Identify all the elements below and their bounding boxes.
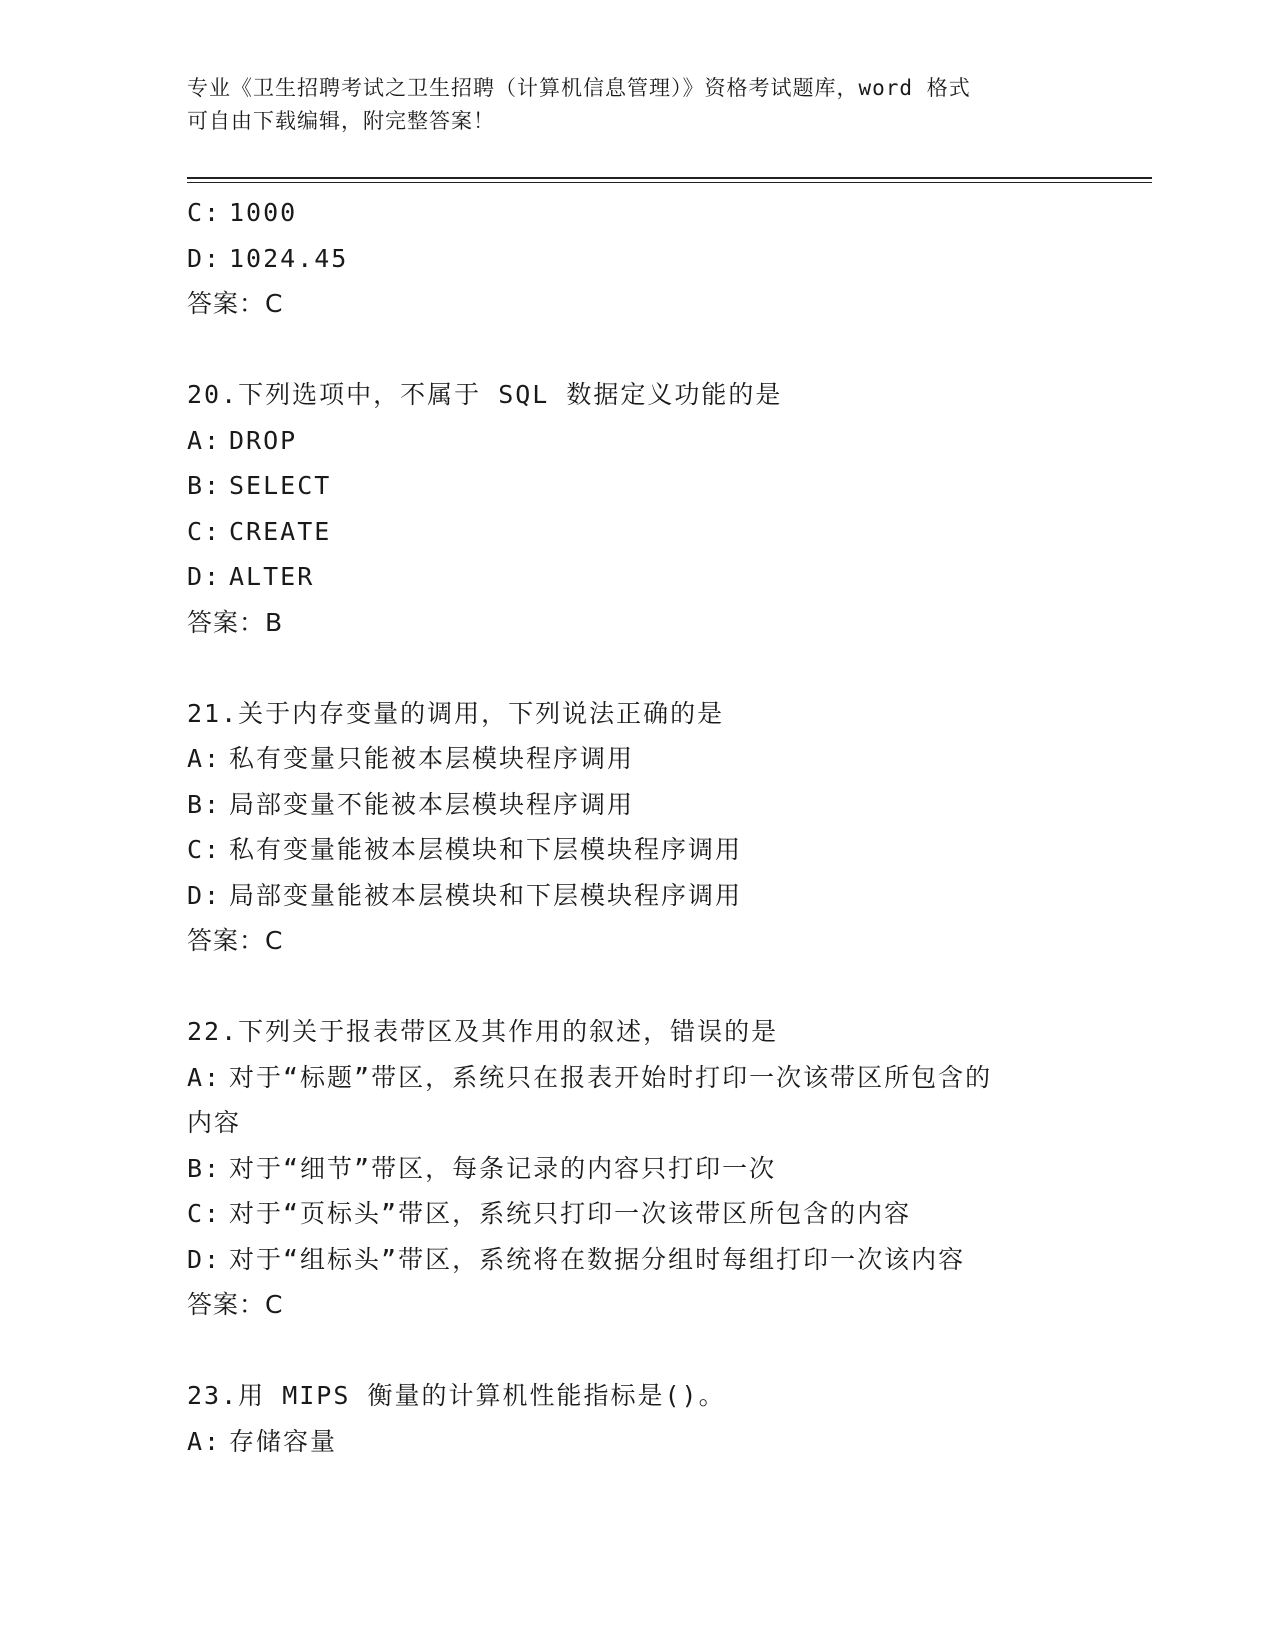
answer-text: 答案：C: [187, 289, 284, 318]
option-label: A:: [187, 1062, 222, 1092]
option-b: [187, 1146, 1087, 1192]
question-block: [187, 1009, 1087, 1328]
header-divider-thin: [187, 182, 1152, 183]
question-text: 23.用 MIPS 衡量的计算机性能指标是()。: [187, 1381, 726, 1410]
option-a: [187, 418, 1087, 464]
option-label: D:: [187, 243, 222, 273]
option-label: B:: [187, 789, 222, 819]
header-divider-thick: [187, 177, 1152, 179]
question-block: [187, 372, 1087, 645]
option-text: 局部变量能被本层模块和下层模块程序调用: [229, 880, 743, 910]
option-label: D:: [187, 1244, 222, 1274]
option-text: 存储容量: [229, 1426, 338, 1456]
option-label: C:: [187, 516, 222, 546]
option-label: C:: [187, 198, 222, 227]
option-a: [187, 736, 1087, 782]
option-d: [187, 236, 1087, 282]
question-block: [187, 1373, 1087, 1464]
option-text: 私有变量能被本层模块和下层模块程序调用: [229, 835, 743, 864]
option-d: [187, 554, 1087, 600]
question-block: [187, 190, 1087, 327]
answer-text: 答案：B: [187, 607, 284, 637]
option-label: D:: [187, 880, 222, 910]
question-block: [187, 691, 1087, 964]
option-c: [187, 827, 1087, 873]
header-title-line-1: 专业《卫生招聘考试之卫生招聘（计算机信息管理）》资格考试题库，word 格式: [187, 76, 971, 100]
option-label: A:: [187, 744, 222, 773]
option-label: A:: [187, 1426, 222, 1456]
option-label: C:: [187, 1199, 222, 1228]
answer-text: 答案：C: [187, 926, 284, 955]
question-text: 22.下列关于报表带区及其作用的叙述，错误的是: [187, 1017, 779, 1046]
question-text: 20.下列选项中，不属于 SQL 数据定义功能的是: [187, 380, 783, 409]
option-label: C:: [187, 835, 222, 864]
option-text: 1024.45: [229, 243, 349, 273]
option-label: B:: [187, 1153, 222, 1183]
option-text: DROP: [229, 425, 298, 455]
option-text: 对于“标题”带区，系统只在报表开始时打印一次该带区所包含的: [229, 1062, 993, 1092]
question-text: 21.关于内存变量的调用，下列说法正确的是: [187, 698, 725, 728]
option-text: SELECT: [229, 471, 332, 500]
option-text: 对于“组标头”带区，系统将在数据分组时每组打印一次该内容: [229, 1244, 966, 1274]
option-text: 1000: [229, 198, 298, 227]
option-c: [187, 509, 1087, 555]
option-text: 局部变量不能被本层模块程序调用: [229, 789, 635, 819]
option-b: [187, 463, 1087, 509]
question-list: [187, 190, 1087, 1464]
option-text: 对于“细节”带区，每条记录的内容只打印一次: [229, 1153, 777, 1183]
option-text: 对于“页标头”带区，系统只打印一次该带区所包含的内容: [229, 1199, 912, 1228]
option-a: [187, 1055, 1087, 1101]
header-title-line-2: 可自由下载编辑，附完整答案！: [187, 109, 495, 133]
option-label: D:: [187, 562, 222, 591]
answer-text: 答案：C: [187, 1290, 284, 1319]
option-d: [187, 873, 1087, 919]
option-b: [187, 782, 1087, 828]
option-a-continuation: 内容: [187, 1108, 242, 1137]
option-text: 私有变量只能被本层模块程序调用: [229, 744, 635, 773]
option-text: CREATE: [229, 516, 332, 546]
option-text: ALTER: [229, 562, 315, 591]
option-d: [187, 1237, 1087, 1283]
option-label: B:: [187, 471, 222, 500]
option-label: A:: [187, 425, 222, 455]
option-c: [187, 190, 1087, 236]
page-header: [187, 72, 1067, 138]
option-c: [187, 1191, 1087, 1237]
option-a: [187, 1419, 1087, 1465]
